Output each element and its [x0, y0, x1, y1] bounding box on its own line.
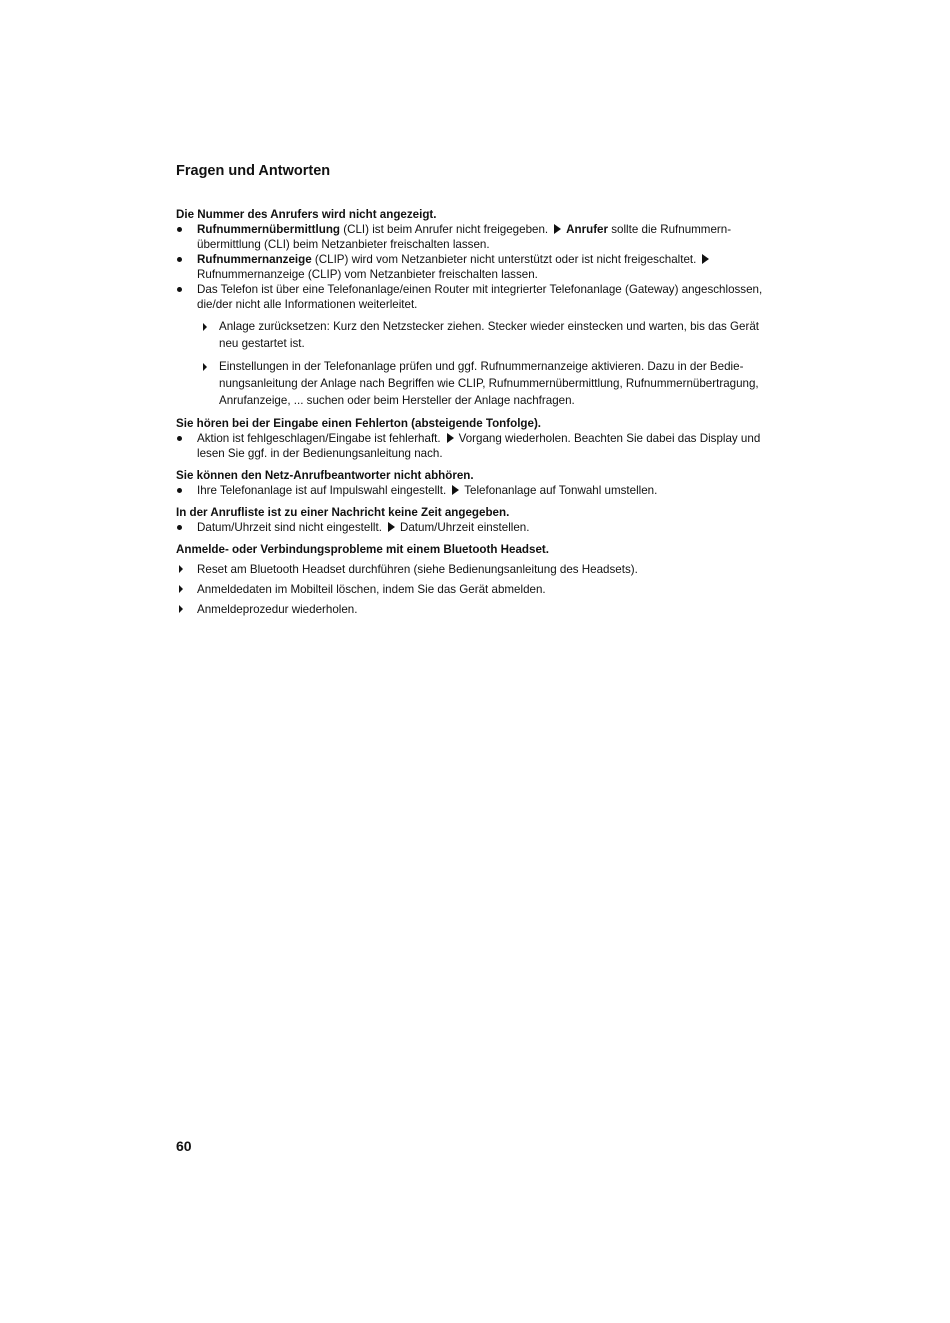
step-text: Anmeldeprozedur wiederholen.	[197, 603, 358, 616]
step-item	[176, 582, 778, 597]
step-text: Anlage zurücksetzen: Kurz den Netzstecker ziehen. Stecker wieder einstecken und warten, bis das Gerät neu gestartet ist.	[219, 320, 760, 350]
faq-content	[176, 207, 778, 617]
step-item	[176, 602, 778, 617]
list-item	[176, 222, 778, 252]
faq-section-bluetooth	[176, 542, 778, 617]
section-heading: Die Nummer des Anrufers wird nicht angezeigt.	[176, 208, 437, 221]
term-bold: Rufnummernübermittlung	[197, 223, 340, 236]
item-text: Das Telefon ist über eine Telefonanlage/einen Router mit integrierter Telefonanlage (Gateway) angeschlossen, die/der nicht alle Informationen weiterleitet.	[197, 283, 763, 311]
item-text: Ihre Telefonanlage ist auf Impulswahl eingestellt.	[197, 484, 447, 497]
sub-step-item	[176, 358, 778, 409]
list-item	[176, 520, 778, 535]
list-item	[176, 431, 778, 461]
faq-section-voicemail	[176, 468, 778, 498]
section-heading: Anmelde- oder Verbindungsprobleme mit einem Bluetooth Headset.	[176, 543, 549, 556]
item-text: (CLI) ist beim Anrufer nicht freigegeben.	[339, 223, 549, 236]
step-text: Reset am Bluetooth Headset durchführen (siehe Bedienungsanleitung des Headsets).	[197, 563, 638, 576]
action-text: sollte die Rufnummernübermittlung (CLI) beim Netzanbieter freischalten lassen.	[197, 223, 732, 251]
list-item	[176, 483, 778, 498]
action-text: Rufnummernanzeige (CLIP) vom Netzanbieter freischalten lassen.	[197, 268, 538, 281]
section-heading: In der Anrufliste ist zu einer Nachricht keine Zeit angegeben.	[176, 506, 510, 519]
sub-step-item	[176, 318, 778, 352]
action-text: Telefonanlage auf Tonwahl umstellen.	[464, 484, 658, 497]
page-number: 60	[176, 1138, 192, 1154]
action-bold: Anrufer	[566, 223, 609, 236]
item-text: Aktion ist fehlgeschlagen/Eingabe ist fehlerhaft.	[197, 432, 441, 445]
item-text: Datum/Uhrzeit sind nicht eingestellt.	[197, 521, 382, 534]
step-text: Anmeldedaten im Mobilteil löschen, indem Sie das Gerät abmelden.	[197, 583, 546, 596]
step-item	[176, 562, 778, 577]
action-text: Datum/Uhrzeit einstellen.	[399, 521, 530, 534]
arrow-right-icon	[447, 433, 454, 443]
faq-section-call-list-time	[176, 505, 778, 535]
faq-section-error-tone	[176, 416, 778, 461]
term-bold: Rufnummernanzeige	[197, 253, 312, 266]
arrow-right-icon	[388, 522, 395, 532]
page-title: Fragen und Antworten	[176, 163, 331, 179]
arrow-right-icon	[452, 485, 459, 495]
action-text: Vorgang wiederholen. Beachten Sie dabei das Display und lesen Sie ggf. in der Bedienungsanleitung nach.	[197, 432, 761, 460]
list-item	[176, 252, 778, 282]
step-text: Einstellungen in der Telefonanlage prüfen und ggf. Rufnummernanzeige aktivieren. Dazu in der Bedienungsanleitung der Anlage nach Begriffen wie CLIP, Rufnummernübermittlung, Rufnummernübertragung, Anrufanzeige, ... suchen oder beim Hersteller der Anlage nachfragen.	[219, 360, 759, 407]
faq-section-caller-number	[176, 207, 778, 409]
arrow-right-icon	[702, 254, 709, 264]
list-item	[176, 282, 778, 312]
section-heading: Sie können den Netz-Anrufbeantworter nicht abhören.	[176, 469, 474, 482]
arrow-right-icon	[554, 224, 561, 234]
section-heading: Sie hören bei der Eingabe einen Fehlerton (absteigende Tonfolge).	[176, 417, 542, 430]
item-text: (CLIP) wird vom Netzanbieter nicht unterstützt oder ist nicht freigeschaltet.	[311, 253, 697, 266]
